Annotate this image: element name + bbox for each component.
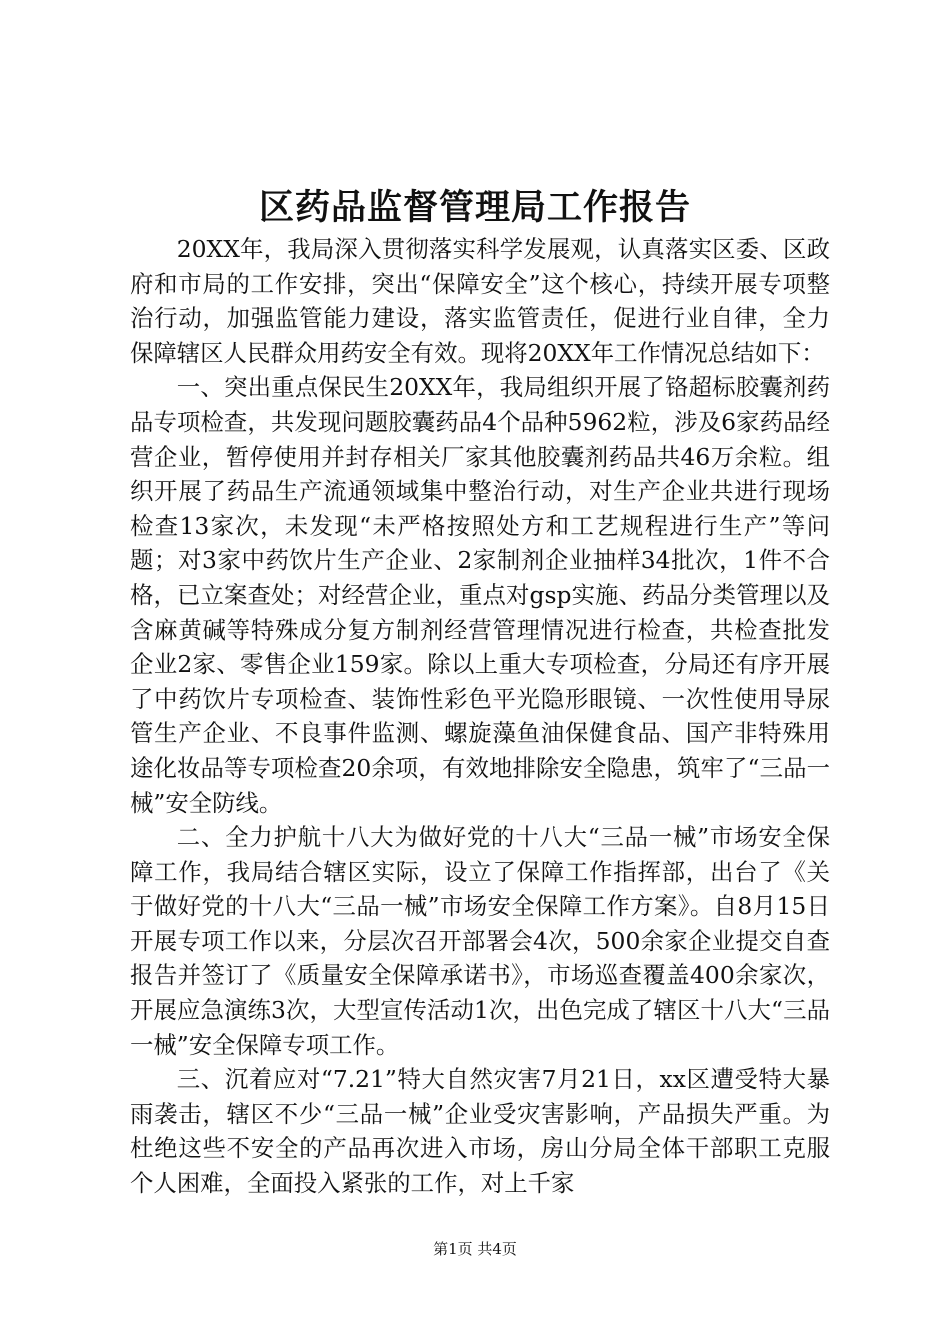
document-body: [130, 232, 830, 1201]
page-footer: 第1页 共4页: [433, 1240, 517, 1258]
paragraph-section-2: 二、全力护航十八大为做好党的十八大“三品一械”市场安全保障工作，我局结合辖区实际，设立了保障工作指挥部，出台了《关于做好党的十八大“三品一械”市场安全保障工作方案》。自8月15日开展专项工作以来，分层次召开部署会4次，500余家企业提交自查报告并签订了《质量安全保障承诺书》，市场巡查覆盖400余家次，开展应急演练3次，大型宣传活动1次，出色完成了辖区十八大“三品一械”安全保障专项工作。: [130, 823, 830, 1059]
page-title: 区药品监督管理局工作报告: [258, 187, 691, 228]
paragraph-intro: 20XX年，我局深入贯彻落实科学发展观，认真落实区委、区政府和市局的工作安排，突出“保障安全”这个核心，持续开展专项整治行动，加强监管能力建设，落实监管责任，促进行业自律，全力保障辖区人民群众用药安全有效。现将20XX年工作情况总结如下：: [130, 235, 830, 367]
paragraph-section-1: 一、突出重点保民生20XX年，我局组织开展了铬超标胶囊剂药品专项检查，共发现问题胶囊药品4个品种5962粒，涉及6家药品经营企业，暂停使用并封存相关厂家其他胶囊剂药品共46万余粒。组织开展了药品生产流通领域集中整治行动，对生产企业共进行现场检查13家次，未发现“未严格按照处方和工艺规程进行生产”等问题；对3家中药饮片生产企业、2家制剂企业抽样34批次，1件不合格，已立案查处；对经营企业，重点对gsp实施、药品分类管理以及含麻黄碱等特殊成分复方制剂经营管理情况进行检查，共检查批发企业2家、零售企业159家。除以上重大专项检查，分局还有序开展了中药饮片专项检查、装饰性彩色平光隐形眼镜、一次性使用导尿管生产企业、不良事件监测、螺旋藻鱼油保健食品、国产非特殊用途化妆品等专项检查20余项，有效地排除安全隐患，筑牢了“三品一械”安全防线。: [130, 373, 830, 817]
paragraph-section-3: 三、沉着应对“7.21”特大自然灾害7月21日，xx区遭受特大暴雨袭击，辖区不少“三品一械”企业受灾害影响，产品损失严重。为杜绝这些不安全的产品再次进入市场，房山分局全体干部职工克服个人困难，全面投入紧张的工作，对上千家: [130, 1065, 830, 1198]
